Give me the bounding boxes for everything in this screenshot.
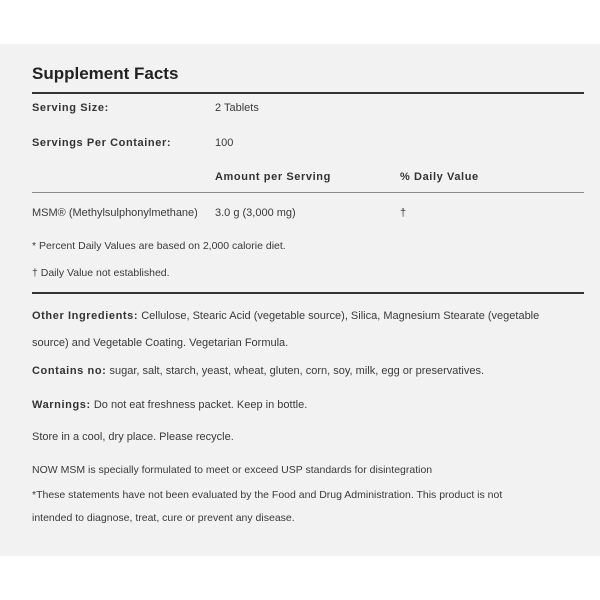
page-title: Supplement Facts [32, 64, 179, 83]
warnings-text: Do not eat freshness packet. Keep in bottle. [90, 399, 308, 411]
amount-column-header: Amount per Serving [215, 171, 331, 183]
daily-value-column-header: % Daily Value [400, 171, 479, 183]
other-ingredients-line1 [32, 310, 539, 322]
footnote-dv-not-established: † Daily Value not established. [32, 267, 170, 279]
other-ingredients-label: Other Ingredients: [32, 310, 139, 322]
supplement-facts-panel [0, 44, 600, 556]
nutrient-name: MSM® (Methylsulphonylmethane) [32, 207, 198, 219]
warnings-label: Warnings: [32, 399, 91, 411]
title-divider [32, 92, 584, 94]
other-ingredients-line2: source) and Vegetable Coating. Vegetarian Formula. [32, 337, 289, 349]
warnings-line [32, 399, 307, 411]
serving-size-row [32, 102, 259, 114]
servings-per-container-label: Servings Per Container: [32, 137, 172, 149]
nutrient-daily-value: † [400, 207, 407, 219]
other-ingredients-text-1: Cellulose, Stearic Acid (vegetable source), Silica, Magnesium Stearate (vegetable [138, 310, 540, 322]
contains-no-text: sugar, salt, starch, yeast, wheat, gluten, corn, soy, milk, egg or preservatives. [106, 365, 485, 377]
usp-note: NOW MSM is specially formulated to meet or exceed USP standards for disintegration [32, 464, 433, 476]
contains-no-line [32, 365, 484, 377]
disclaimer-line1: *These statements have not been evaluated by the Food and Drug Administration. This product is not [32, 489, 503, 501]
servings-per-container-value: 100 [215, 137, 234, 149]
facts-bottom-divider [32, 292, 584, 294]
serving-size-value: 2 Tablets [215, 102, 259, 114]
contains-no-label: Contains no: [32, 365, 107, 377]
footnote-percent-dv: * Percent Daily Values are based on 2,000 calorie diet. [32, 240, 286, 252]
servings-per-container-row [32, 137, 234, 149]
disclaimer-line2: intended to diagnose, treat, cure or prevent any disease. [32, 512, 295, 524]
serving-size-label: Serving Size: [32, 102, 109, 114]
nutrient-amount: 3.0 g (3,000 mg) [215, 207, 296, 219]
header-divider [32, 192, 584, 193]
nutrient-row [32, 207, 407, 219]
storage-note: Store in a cool, dry place. Please recycle. [32, 431, 234, 443]
